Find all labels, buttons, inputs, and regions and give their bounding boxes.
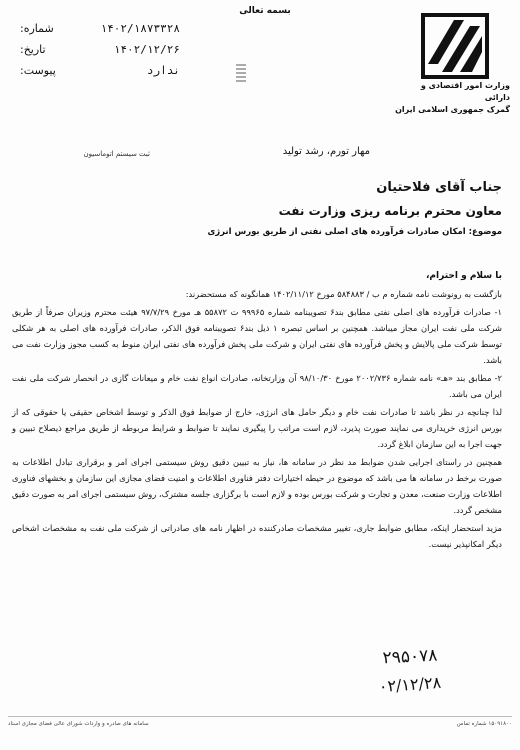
letter-meta bbox=[20, 18, 180, 81]
number-value: ۱۴۰۲/۱۸۷۳۳۲۸ bbox=[100, 22, 180, 35]
organization-name bbox=[395, 80, 510, 116]
barcode-mark bbox=[236, 64, 246, 82]
attachment-row bbox=[20, 60, 180, 81]
paragraph-request: لذا چنانچه در نظر باشد تا صادرات نفت خام و دیگر حامل های انرژی، خارج از ضوابط فوق الذکر و توسط اشخاص حقیقی یا حقوقی که از بورس انرژی خریداری می نمایند صورت پذیرد، لازم است مراتب را پیگیری نمایند تا ضوابط و شرایط مربوطه از طریق مراجع ذیصلاح تبیین و جهت اجرا به این سازمان ابلاغ گردد. bbox=[12, 407, 502, 449]
date-row bbox=[20, 39, 180, 60]
handwritten-date: ۰۲/۱۲/۲۸ bbox=[378, 672, 442, 697]
handwritten-number: ۲۹۵۰۷۸ bbox=[382, 645, 438, 669]
customs-logo-icon bbox=[420, 12, 490, 80]
date-value: ۱۴۰۲/۱۲/۲۶ bbox=[113, 43, 180, 56]
recipient-name: جناب آقای فلاحتیان bbox=[376, 180, 502, 195]
paragraph-note: مزید استحضار اینکه، مطابق ضوابط جاری، تغییر مشخصات صادرکننده در اظهار نامه های صادراتی از شرکت ملی نفت به مشخصات اشخاص دیگر امکانپذیر نیست. bbox=[12, 523, 502, 549]
attachment-value: ندارد bbox=[146, 64, 180, 77]
recipient-title: معاون محترم برنامه ریزی وزارت نفت bbox=[278, 204, 502, 218]
paragraph-item-2: ۲- مطابق بند «هـ» نامه شماره ۲۰۰۲/۷۳۶ مورخ ۹۸/۱۰/۳۰ آن وزارتخانه، صادرات انواع نفت خام و میعانات گازی در انحصار شرکت ملی نفت ایران می باشد. bbox=[12, 373, 503, 399]
attachment-label: پیوست: bbox=[20, 64, 56, 77]
slogan-note: مهار تورم، رشد تولید bbox=[282, 146, 370, 157]
footer-address: سامانه های صادره و واردات شورای عالی فضای مجازی اسناد bbox=[8, 721, 149, 727]
number-label: شماره: bbox=[20, 22, 54, 35]
address-block bbox=[12, 180, 502, 237]
greeting: با سلام و احترام، bbox=[426, 271, 502, 281]
date-label: تاریخ: bbox=[20, 43, 46, 56]
paragraph-systems: همچنین در راستای اجرایی شدن ضوابط مد نظر در سامانه ها، نیاز به تبیین دقیق روش سیستمی اجرای امر و برقراری تبادل اطلاعات به صورت برخط در سامانه ها می باشد که موضوع در حیطه اختیارات دفتر فناوری اطلاعات و امنیت فضای مجازی این سازمان و بخشهای فناوری اطلاعات وزارت صنعت، معدن و تجارت و شرکت بورس بوده و لازم است با برگزاری جلسه مشترک، روش سیستمی اجرای امر به صورت دقیق مشخص گردد. bbox=[12, 457, 502, 515]
letter-body bbox=[12, 268, 502, 554]
paragraph-item-1: ۱- صادرات فرآورده های اصلی نفتی مطابق بند۶ تصویبنامه شماره ۹۹۹۶۵ ت ۵۵۸۷۲ هـ مورخ ۹۷/۷/۲۹ هیئت محترم وزیران صرفاً از طریق شرکت ملی نفت ایران مجاز میباشد. همچنین بر اساس تبصره ۱ ذیل بند۶ تصویبنامه فوق الذکر، صادرات فرآورده های اصلی به هر شکلی توسط شرکت ملی پالایش و پخش فرآورده های نفتی ایران و شرکت ملی پخش فرآورده های نفتی ایران منوط به کسب مجوز وزارت نفت می باشد. bbox=[12, 307, 503, 365]
page-footer bbox=[8, 716, 512, 727]
org-line-ministry: وزارت امور اقتصادی و دارائی bbox=[420, 81, 510, 102]
org-line-customs: گمرک جمهوری اسلامی ایران bbox=[395, 105, 510, 114]
receipt-stamp: ثبت سیستم اتوماسیون bbox=[83, 150, 150, 158]
bismillah-heading: بسمه تعالی bbox=[239, 6, 291, 16]
number-row bbox=[20, 18, 180, 39]
footer-phone: ۱۵۰۹۱۸۰۰ شماره تماس bbox=[456, 721, 512, 727]
paragraph-reference: بازگشت به رونوشت نامه شماره م ب / ۵۸۴۸۸۳ مورخ ۱۴۰۲/۱۱/۱۲ همانگونه که مستحضرند: bbox=[185, 289, 502, 299]
subject-line: موضوع: امکان صادرات فرآورده های اصلی نفتی از طریق بورس انرژی bbox=[207, 227, 502, 237]
